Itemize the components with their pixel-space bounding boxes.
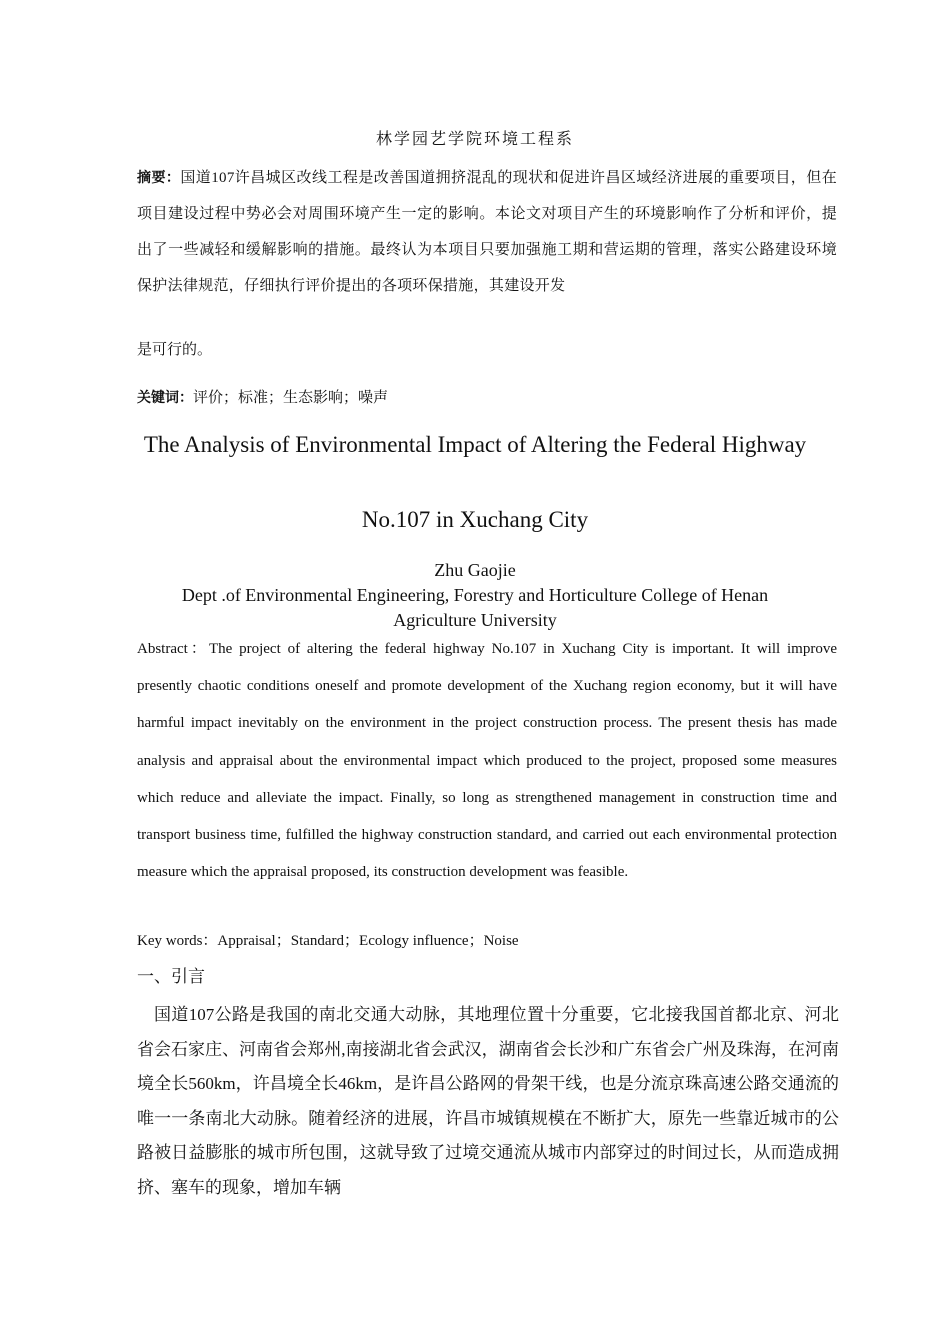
english-keywords-text: Appraisal；Standard；Ecology influence；Noise — [217, 933, 519, 949]
english-abstract-text: The project of altering the federal highway No.107 in Xuchang City is important. It will improve presently chaotic conditions oneself and promote development of the Xuchang region economy, but it will have harmful impact inevitably on the environment in the project construction process. The present thesis has made analysis and appraisal about the environmental impact which produced to the project, proposed some measures which reduce and alleviate the impact. Finally, so long as strengthened management in construction time and transport business time, fulfilled the highway construction standard, and carried out each environmental protection measure which the appraisal proposed, its construction development was feasible. — [137, 641, 837, 881]
author-name: Zhu Gaojie — [434, 560, 516, 580]
chinese-abstract — [137, 160, 837, 304]
chinese-department-line: 林学园艺学院环境工程系 — [375, 131, 574, 148]
section-heading: 一、引言 — [137, 967, 205, 987]
english-keywords-label: Key words： — [137, 933, 218, 949]
chinese-abstract-last-line: 是可行的。 — [137, 342, 213, 358]
english-abstract — [137, 631, 837, 891]
english-abstract-label: Abstract： — [137, 641, 209, 657]
section-body-paragraph: 国道107公路是我国的南北交通大动脉，其地理位置十分重要，它北接我国首都北京、河北省会石家庄、河南省会郑州,南接湖北省会武汉，湖南省会长沙和广东省会广州及珠海，在河南境全长560km，许昌境全长46km，是许昌公路网的骨架干线，也是分流京珠高速公路交通流的唯一一条南北大动脉。随着经济的进展，许昌市城镇规模在不断扩大，原先一些靠近城市的公路被日益膨胀的城市所包围，这就导致了过境交通流从城市内部穿过的时间过长，从而造成拥挤、塞车的现象，增加车辆 — [137, 1005, 839, 1197]
chinese-keywords — [137, 386, 837, 410]
chinese-keywords-label: 关键词： — [137, 390, 193, 406]
chinese-keywords-text: 评价；标准；生态影响；噪声 — [193, 390, 389, 406]
english-title-line-1: The Analysis of Environmental Impact of Altering the Federal Highway — [143, 432, 807, 457]
chinese-abstract-text: 国道107许昌城区改线工程是改善国道拥挤混乱的现状和促进许昌区域经济进展的重要项目，但在项目建设过程中势必会对周围环境产生一定的影响。本论文对项目产生的环境影响作了分析和评价，提出了一些减轻和缓解影响的措施。最终认为本项目只要加强施工期和营运期的管理，落实公路建设环境保护法律规范，仔细执行评价提出的各项环保措施，其建设开发 — [137, 170, 837, 294]
english-title-line-2: No.107 in Xuchang City — [361, 507, 589, 532]
chinese-abstract-label: 摘要： — [137, 170, 181, 186]
affiliation-line-1: Dept .of Environmental Engineering, Forestry and Horticulture College of Henan — [181, 585, 769, 605]
english-keywords — [137, 929, 837, 953]
affiliation-line-2: Agriculture University — [393, 610, 557, 630]
